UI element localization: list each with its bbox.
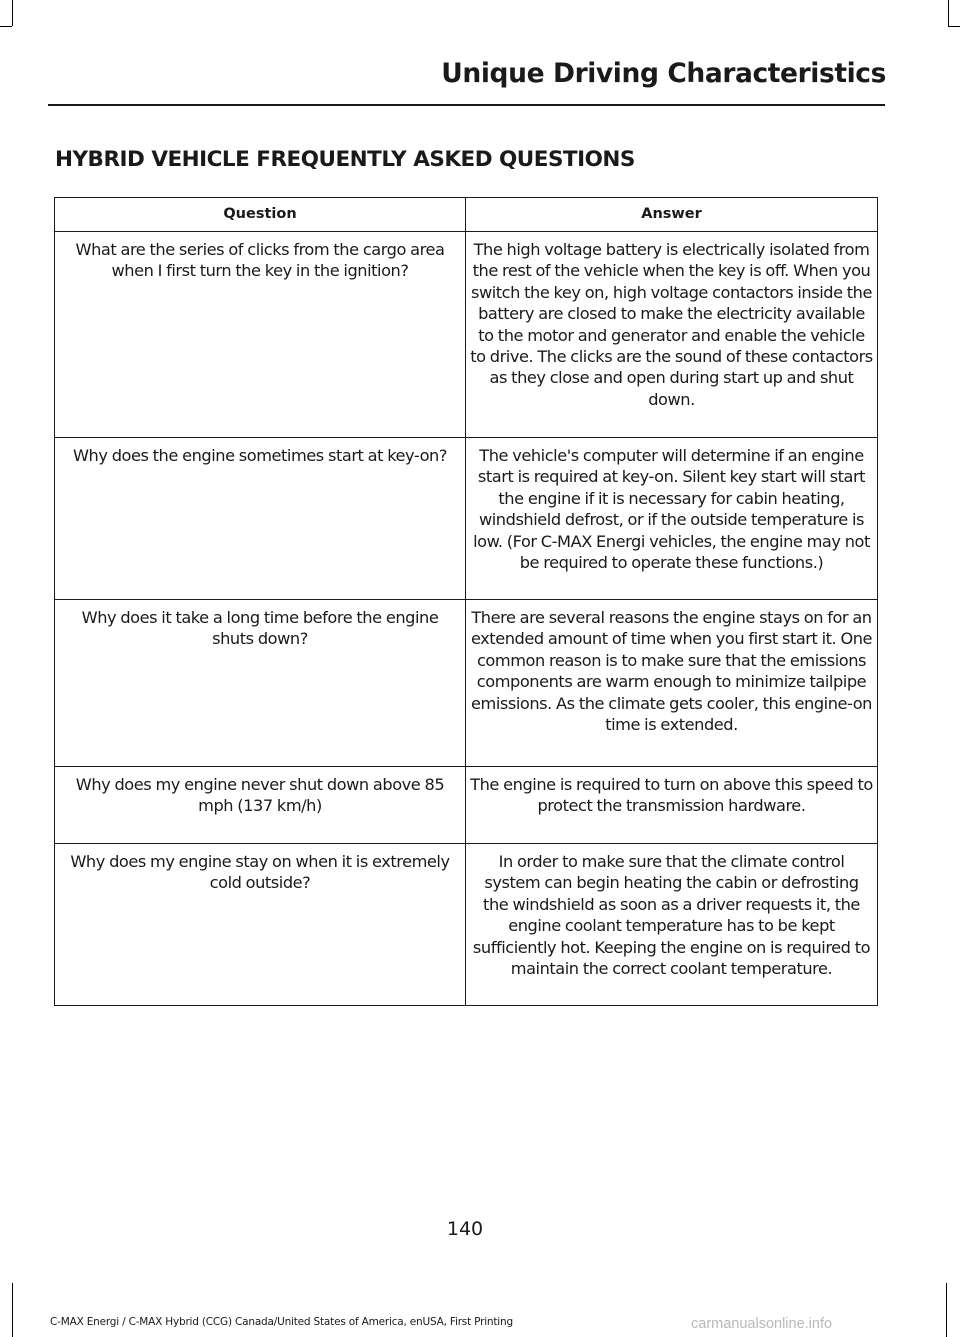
crop-mark-top-left-horizontal (0, 26, 12, 27)
crop-mark-top-right-vertical (948, 0, 949, 26)
answer-cell: There are several reasons the engine stays on for an extended amount of time when you first start it. One common reason is to make sure that the emissions components are warm enough to minimize tailpipe emissions. As the climate gets cooler, this engine-on time is extended. (466, 600, 878, 767)
crop-mark-bottom-right (946, 1283, 947, 1337)
question-cell: What are the series of clicks from the cargo area when I first turn the key in the ignition? (55, 232, 466, 438)
question-cell: Why does it take a long time before the engine shuts down? (55, 600, 466, 767)
table-row (55, 232, 878, 438)
page-number: 140 (446, 1218, 484, 1240)
column-header-answer: Answer (466, 198, 878, 232)
table-row (55, 844, 878, 1006)
crop-mark-top-right-horizontal (948, 26, 960, 27)
watermark: carmanualsonline.info (691, 1316, 833, 1332)
question-cell: Why does the engine sometimes start at key-on? (55, 438, 466, 600)
crop-mark-bottom-left (12, 1283, 13, 1337)
answer-cell: The vehicle's computer will determine if an engine start is required at key-on. Silent key start will start the engine if it is necessary for cabin heating, windshield defrost, or if the outside temperature is low. (For C-MAX Energi vehicles, the engine may not be required to operate these functions.) (466, 438, 878, 600)
table-row (55, 438, 878, 600)
answer-cell: The high voltage battery is electrically isolated from the rest of the vehicle when the key is off. When you switch the key on, high voltage contactors inside the battery are closed to make the electricity available to the motor and generator and enable the vehicle to drive. The clicks are the sound of these contactors as they close and open during start up and shut down. (466, 232, 878, 438)
edition-footer: C-MAX Energi / C-MAX Hybrid (CCG) Canada/United States of America, enUSA, First Printing (50, 1316, 513, 1328)
question-cell: Why does my engine never shut down above 85 mph (137 km/h) (55, 767, 466, 844)
table-row (55, 600, 878, 767)
faq-table-header (55, 198, 878, 232)
section-title: HYBRID VEHICLE FREQUENTLY ASKED QUESTIONS (55, 147, 635, 172)
faq-table (54, 197, 878, 1006)
column-header-question: Question (55, 198, 466, 232)
question-cell: Why does my engine stay on when it is extremely cold outside? (55, 844, 466, 1006)
answer-cell: In order to make sure that the climate control system can begin heating the cabin or defrosting the windshield as soon as a driver requests it, the engine coolant temperature has to be kept sufficiently hot. Keeping the engine on is required to maintain the correct coolant temperature. (466, 844, 878, 1006)
crop-mark-top-left-vertical (12, 0, 13, 26)
header-row (55, 198, 878, 232)
table-row (55, 767, 878, 844)
faq-table-body (55, 232, 878, 1006)
header-rule (48, 104, 885, 106)
answer-cell: The engine is required to turn on above this speed to protect the transmission hardware. (466, 767, 878, 844)
chapter-title: Unique Driving Characteristics (441, 58, 886, 89)
